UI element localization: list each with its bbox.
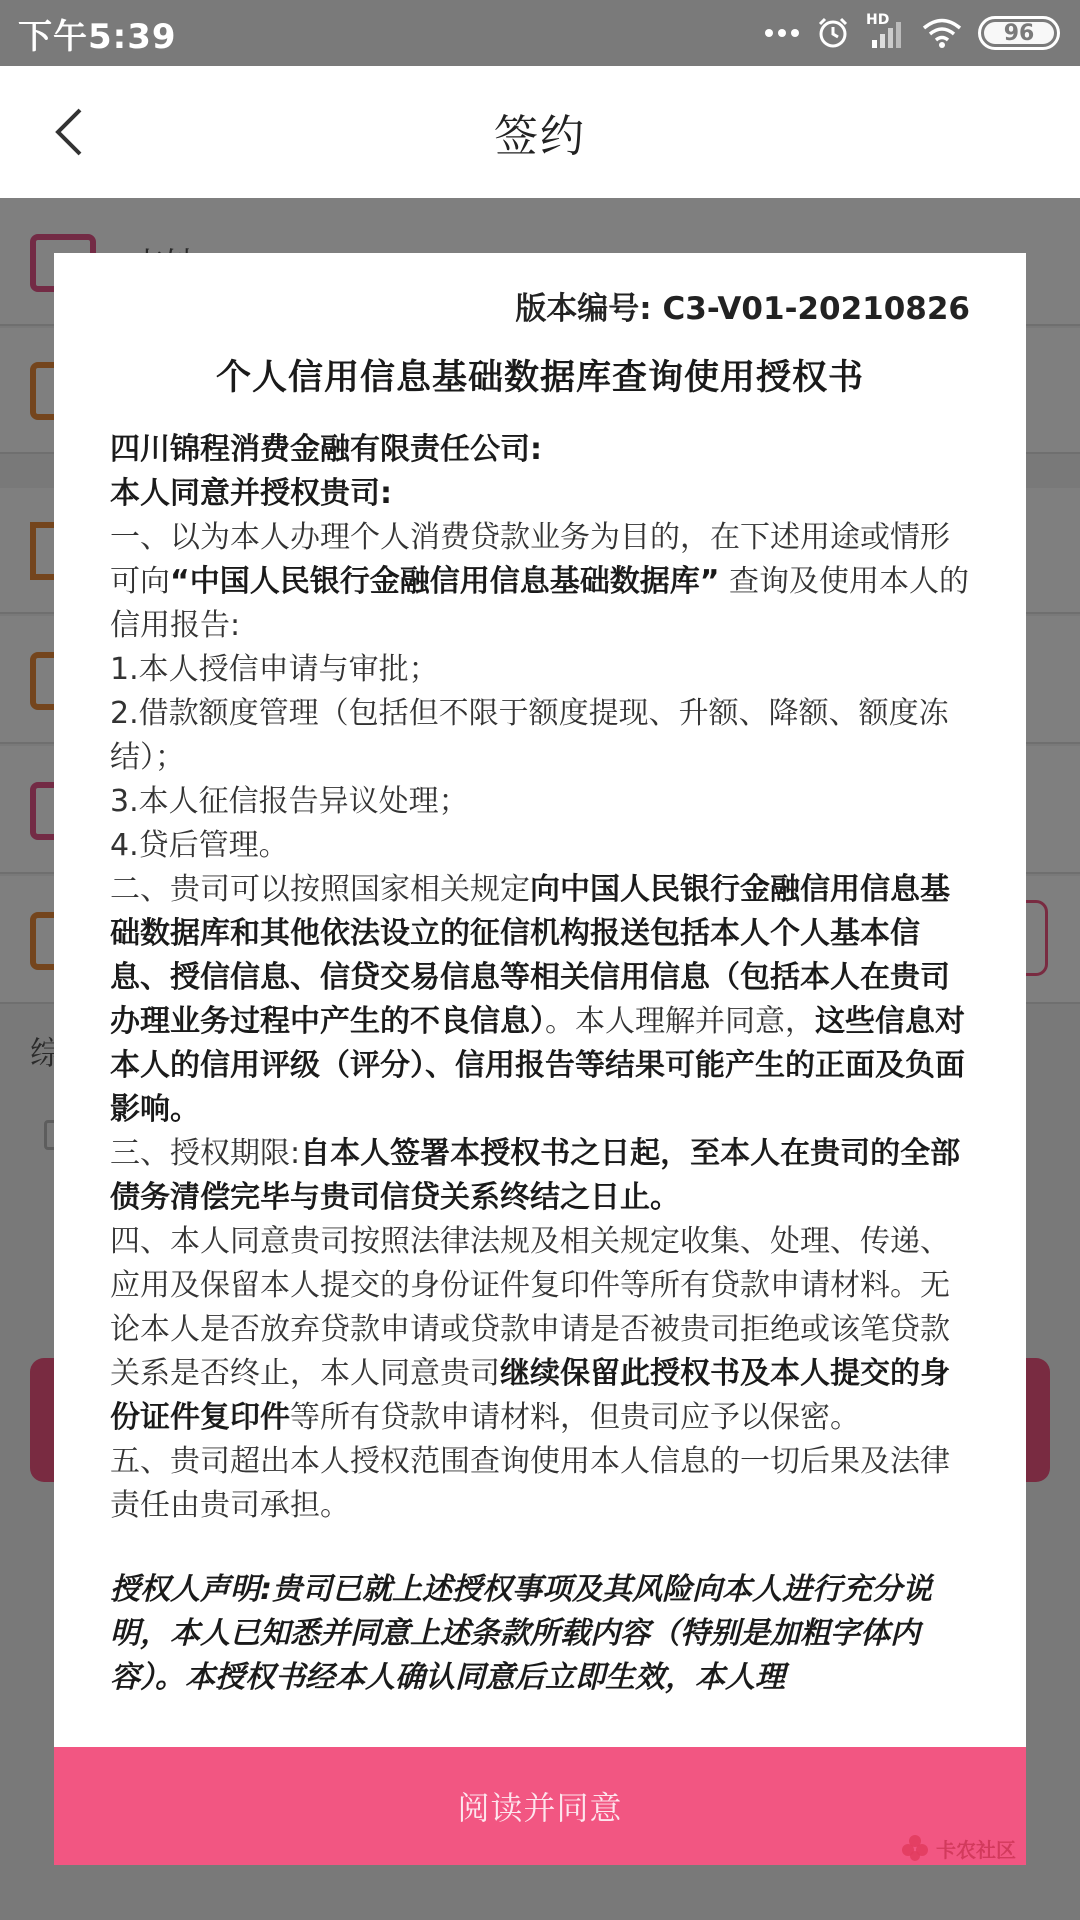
clause-5: 五、贵司超出本人授权范围查询使用本人信息的一切后果及法律责任由贵司承担。 bbox=[110, 1444, 950, 1523]
addressee: 四川锦程消费金融有限责任公司: bbox=[110, 432, 542, 467]
flower-logo-icon bbox=[900, 1833, 930, 1863]
wifi-icon bbox=[922, 17, 962, 49]
app-bar bbox=[0, 66, 1080, 198]
back-button[interactable] bbox=[34, 96, 106, 168]
status-bar bbox=[0, 0, 1080, 66]
signal-icon bbox=[866, 12, 906, 50]
community-watermark bbox=[900, 1828, 1050, 1868]
watermark-text: 卡农社区 bbox=[936, 1837, 1016, 1862]
battery-icon bbox=[978, 16, 1060, 50]
clause-1-item-3: 3.本人征信报告异议处理； bbox=[110, 784, 469, 819]
page-title: 签约 bbox=[494, 111, 586, 162]
battery-level: 96 bbox=[1003, 20, 1035, 46]
dialog-content[interactable] bbox=[54, 253, 1026, 1747]
network-label: HD bbox=[866, 12, 890, 28]
document-title: 个人信用信息基础数据库查询使用授权书 bbox=[215, 358, 864, 398]
clause-4: 四、本人同意贵司按照法律法规及相关规定收集、处理、传递、应用及保留本人提交的身份证件复印件等所有贷款申请材料。无论本人是否放弃贷款申请或贷款申请是否被贵司拒绝或该笔贷款关系是否终止，本人同意贵司继续保留此授权书及本人提交的身份证件复印件等所有贷款申请材料，但贵司应予以保密。 bbox=[110, 1224, 950, 1435]
clause-1-item-4: 4.贷后管理。 bbox=[110, 828, 289, 863]
chevron-left-icon bbox=[50, 106, 90, 158]
clause-3: 三、授权期限:自本人签署本授权书之日起，至本人在贵司的全部债务清偿完毕与贵司信贷关系终结之日止。 bbox=[110, 1136, 961, 1215]
intro: 本人同意并授权贵司: bbox=[110, 476, 392, 511]
more-dots-icon bbox=[764, 28, 800, 38]
clause-2: 二、贵司可以按照国家相关规定向中国人民银行金融信用信息基础数据库和其他依法设立的征信机构报送包括本人个人基本信息、授信信息、信贷交易信息等相关信用信息（包括本人在贵司办理业务过程中产生的不良信息）。本人理解并同意，这些信息对本人的信用评级（评分）、信用报告等结果可能产生的正面及负面影响。 bbox=[110, 872, 965, 1127]
authorization-dialog bbox=[54, 253, 1026, 1865]
clause-1-item-1: 1.本人授信申请与审批； bbox=[110, 652, 439, 687]
authorizer-declaration: 授权人声明:贵司已就上述授权事项及其风险向本人进行充分说明，本人已知悉并同意上述条款所载内容（特别是加粗字体内容）。本授权书经本人确认同意后立即生效，本人理 bbox=[110, 1572, 932, 1695]
clause-1: 一、以为本人办理个人消费贷款业务为目的，在下述用途或情形可向“中国人民银行金融信用信息基础数据库” 查询及使用本人的信用报告: bbox=[110, 520, 969, 643]
clause-1-item-2: 2.借款额度管理（包括但不限于额度提现、升额、降额、额度冻结）； bbox=[110, 696, 949, 775]
version-number: 版本编号: C3-V01-20210826 bbox=[515, 291, 970, 327]
read-and-agree-button[interactable]: 阅读并同意 bbox=[54, 1747, 1026, 1865]
alarm-icon bbox=[816, 16, 850, 50]
status-icons bbox=[764, 12, 1060, 50]
status-time: 下午5:39 bbox=[18, 16, 177, 57]
